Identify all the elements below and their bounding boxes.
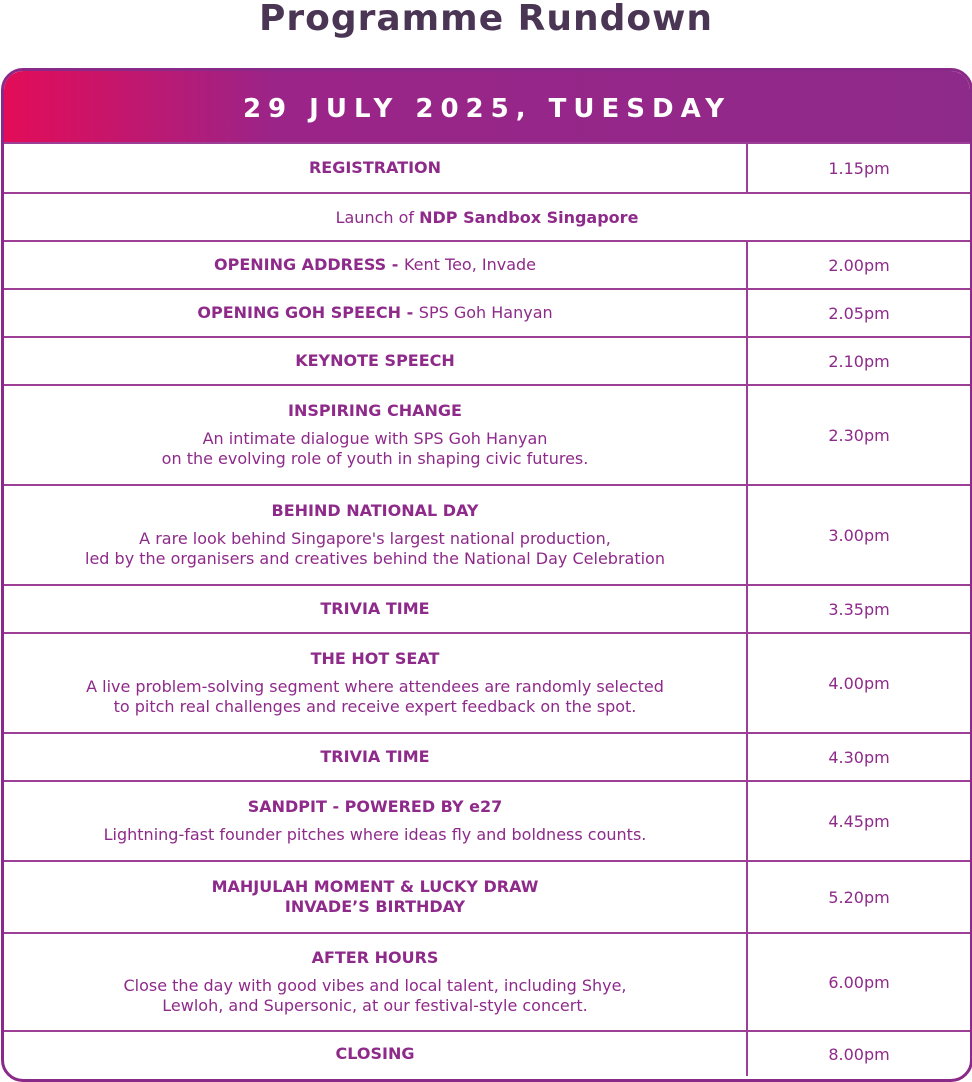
event-time: 4.30pm (828, 747, 890, 767)
event-time: 1.15pm (828, 158, 890, 178)
table-row (4, 932, 970, 1030)
event-time: 6.00pm (828, 972, 890, 992)
event-time: 2.05pm (828, 303, 890, 323)
launch-name: NDP Sandbox Singapore (419, 207, 639, 227)
event-title: THE HOT SEAT (310, 649, 440, 668)
event-cell (4, 386, 748, 484)
date-header: 29 JULY 2025, TUESDAY (4, 71, 970, 142)
event-description: Close the day with good vibes and local talent, including Shye, Lewloh, and Supersonic, at our festival-style concert. (123, 976, 627, 1015)
table-row (4, 484, 970, 584)
event-time: 2.00pm (828, 255, 890, 275)
table-row (4, 192, 970, 240)
table-row (4, 584, 970, 632)
event-cell (4, 242, 748, 288)
event-time: 8.00pm (828, 1044, 890, 1064)
event-title-line (197, 303, 552, 323)
event-time: 2.30pm (828, 425, 890, 445)
event-title: REGISTRATION (308, 158, 442, 177)
event-time: 4.45pm (828, 811, 890, 831)
table-row (4, 732, 970, 780)
event-title: TRIVIA TIME (320, 599, 430, 618)
table-row (4, 142, 970, 192)
table-row (4, 1030, 970, 1076)
event-description: An intimate dialogue with SPS Goh Hanyan on the evolving role of youth in shaping civic futures. (161, 429, 589, 468)
table-row (4, 780, 970, 860)
event-title: TRIVIA TIME (320, 747, 430, 766)
event-title: CLOSING (335, 1044, 415, 1063)
event-time: 4.00pm (828, 673, 890, 693)
event-subtitle: INVADE’S BIRTHDAY (284, 897, 466, 916)
event-cell (4, 486, 748, 584)
event-description: Lightning-fast founder pitches where ideas fly and boldness counts. (103, 825, 647, 844)
event-cell (4, 1032, 748, 1076)
event-description: A live problem-solving segment where attendees are randomly selected to pitch real challenges and receive expert feedback on the spot. (86, 677, 664, 716)
page-title: Programme Rundown (258, 0, 714, 39)
event-speaker: Kent Teo, Invade (403, 255, 537, 274)
event-title: KEYNOTE SPEECH (295, 351, 455, 370)
launch-prefix: Launch of (335, 207, 420, 227)
event-cell (4, 634, 748, 732)
event-cell (4, 586, 748, 632)
event-cell (4, 782, 748, 860)
event-cell (4, 338, 748, 384)
event-cell (4, 290, 748, 336)
event-title: BEHIND NATIONAL DAY (271, 501, 479, 520)
table-row (4, 632, 970, 732)
table-row (4, 384, 970, 484)
event-time: 3.35pm (828, 599, 890, 619)
event-cell (4, 734, 748, 780)
event-time: 2.10pm (828, 351, 890, 371)
event-title: INSPIRING CHANGE (288, 401, 462, 420)
event-title: SANDPIT - POWERED BY e27 (247, 797, 503, 816)
event-time: 5.20pm (828, 887, 890, 907)
event-title: OPENING ADDRESS - (213, 255, 404, 274)
event-speaker: SPS Goh Hanyan (418, 303, 553, 322)
event-cell (4, 144, 748, 192)
event-description: A rare look behind Singapore's largest national production, led by the organisers and creatives behind the National Day Celebration (85, 529, 665, 568)
event-title: OPENING GOH SPEECH - (197, 303, 419, 322)
event-cell (4, 934, 748, 1030)
event-time: 3.00pm (828, 525, 890, 545)
table-row (4, 240, 970, 288)
event-title: MAHJULAH MOMENT & LUCKY DRAW (211, 877, 539, 896)
table-row (4, 860, 970, 932)
table-row (4, 336, 970, 384)
programme-table (1, 68, 972, 1082)
table-row (4, 288, 970, 336)
launch-cell (4, 194, 970, 240)
event-title-line (214, 255, 536, 275)
event-title: AFTER HOURS (311, 948, 439, 967)
event-cell (4, 862, 748, 932)
